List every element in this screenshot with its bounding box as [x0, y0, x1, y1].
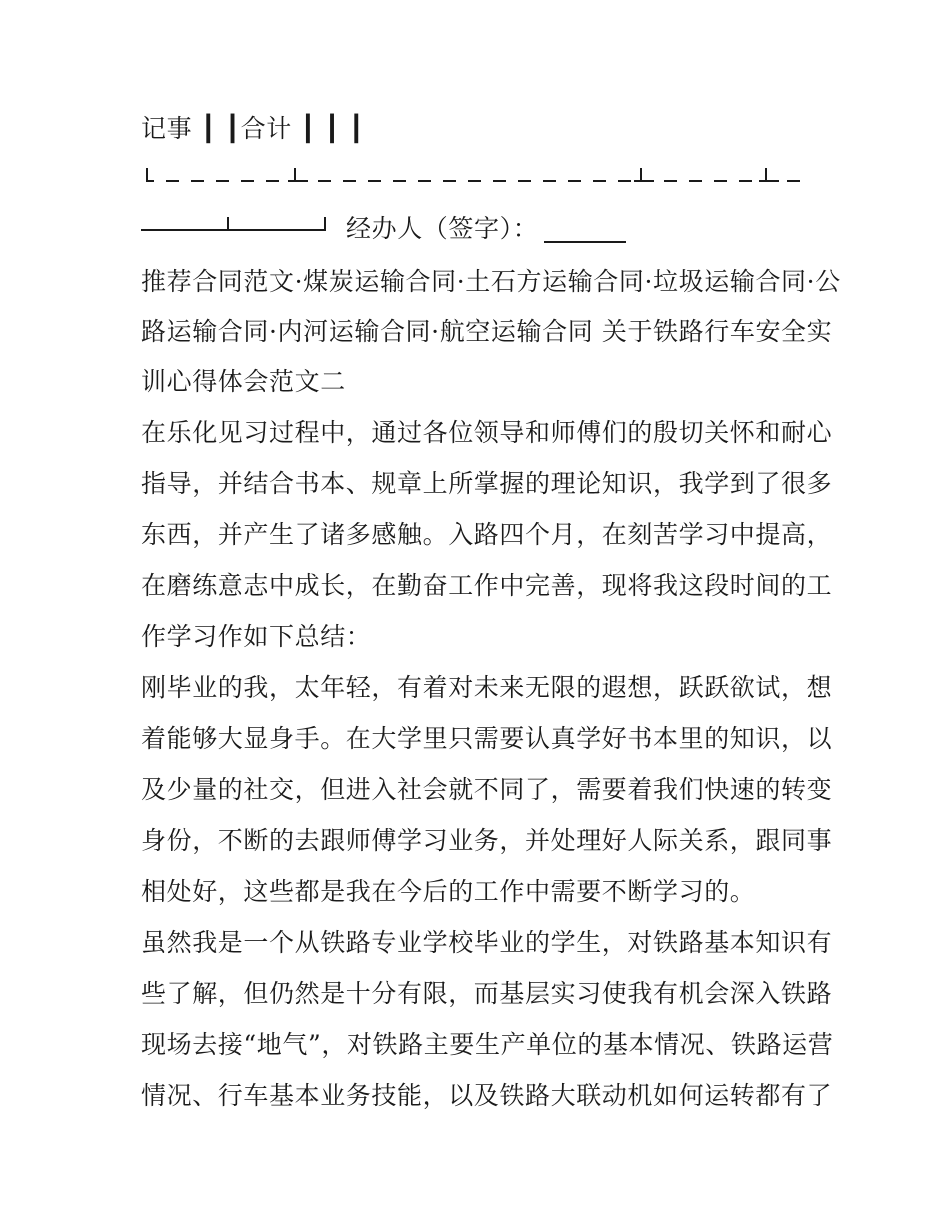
paragraph-line: 刚毕业的我，太年轻，有着对未来无限的遐想，跃跃欲试，想 [141, 673, 833, 702]
paragraph-line: 些了解，但仍然是十分有限，而基层实习使我有机会深入铁路 [141, 979, 833, 1008]
paragraph-line: 情况、行车基本业务技能，以及铁路大联动机如何运转都有了 [141, 1081, 833, 1110]
paragraph-line: 着能够大显身手。在大学里只需要认真学好书本里的知识，以 [141, 724, 833, 753]
paragraph-line: 指导，并结合书本、规章上所掌握的理论知识，我学到了很多 [141, 469, 833, 498]
paragraph-line: 身份，不断的去跟师傅学习业务，并处理好人际关系，跟同事 [141, 826, 833, 855]
paragraph-line: 及少量的社交，但进入社会就不同了，需要着我们快速的转变 [141, 775, 833, 804]
paragraph-line: 在乐化见习过程中，通过各位领导和师傅们的殷切关怀和耐心 [141, 418, 833, 447]
signer-label: 经办人（签字）： [346, 214, 539, 243]
paragraph-line: 在磨练意志中成长，在勤奋工作中完善，现将我这段时间的工 [141, 571, 833, 600]
paragraph-line: 虽然我是一个从铁路专业学校毕业的学生，对铁路基本知识有 [141, 928, 833, 957]
paragraph-line: 相处好，这些都是我在今后的工作中需要不断学习的。 [141, 877, 756, 906]
form-row-label: 记事 ┃ ┃合计 ┃ ┃ ┃ [141, 114, 365, 143]
paragraph-line: 现场去接“地气”，对铁路主要生产单位的基本情况、铁路运营 [141, 1030, 834, 1059]
signature-blank [544, 241, 626, 243]
recommend-line-2: 路运输合同·内河运输合同·航空运输合同 关于铁路行车安全实 [141, 317, 833, 346]
recommend-line-1: 推荐合同范文·煤炭运输合同·土石方运输合同·垃圾运输合同·公 [141, 267, 841, 296]
paragraph-line: 东西，并产生了诸多感触。入路四个月，在刻苦学习中提高， [141, 520, 833, 549]
paragraph-line: 作学习作如下总结： [141, 622, 372, 651]
recommend-line-3: 训心得体会范文二 [141, 367, 346, 396]
